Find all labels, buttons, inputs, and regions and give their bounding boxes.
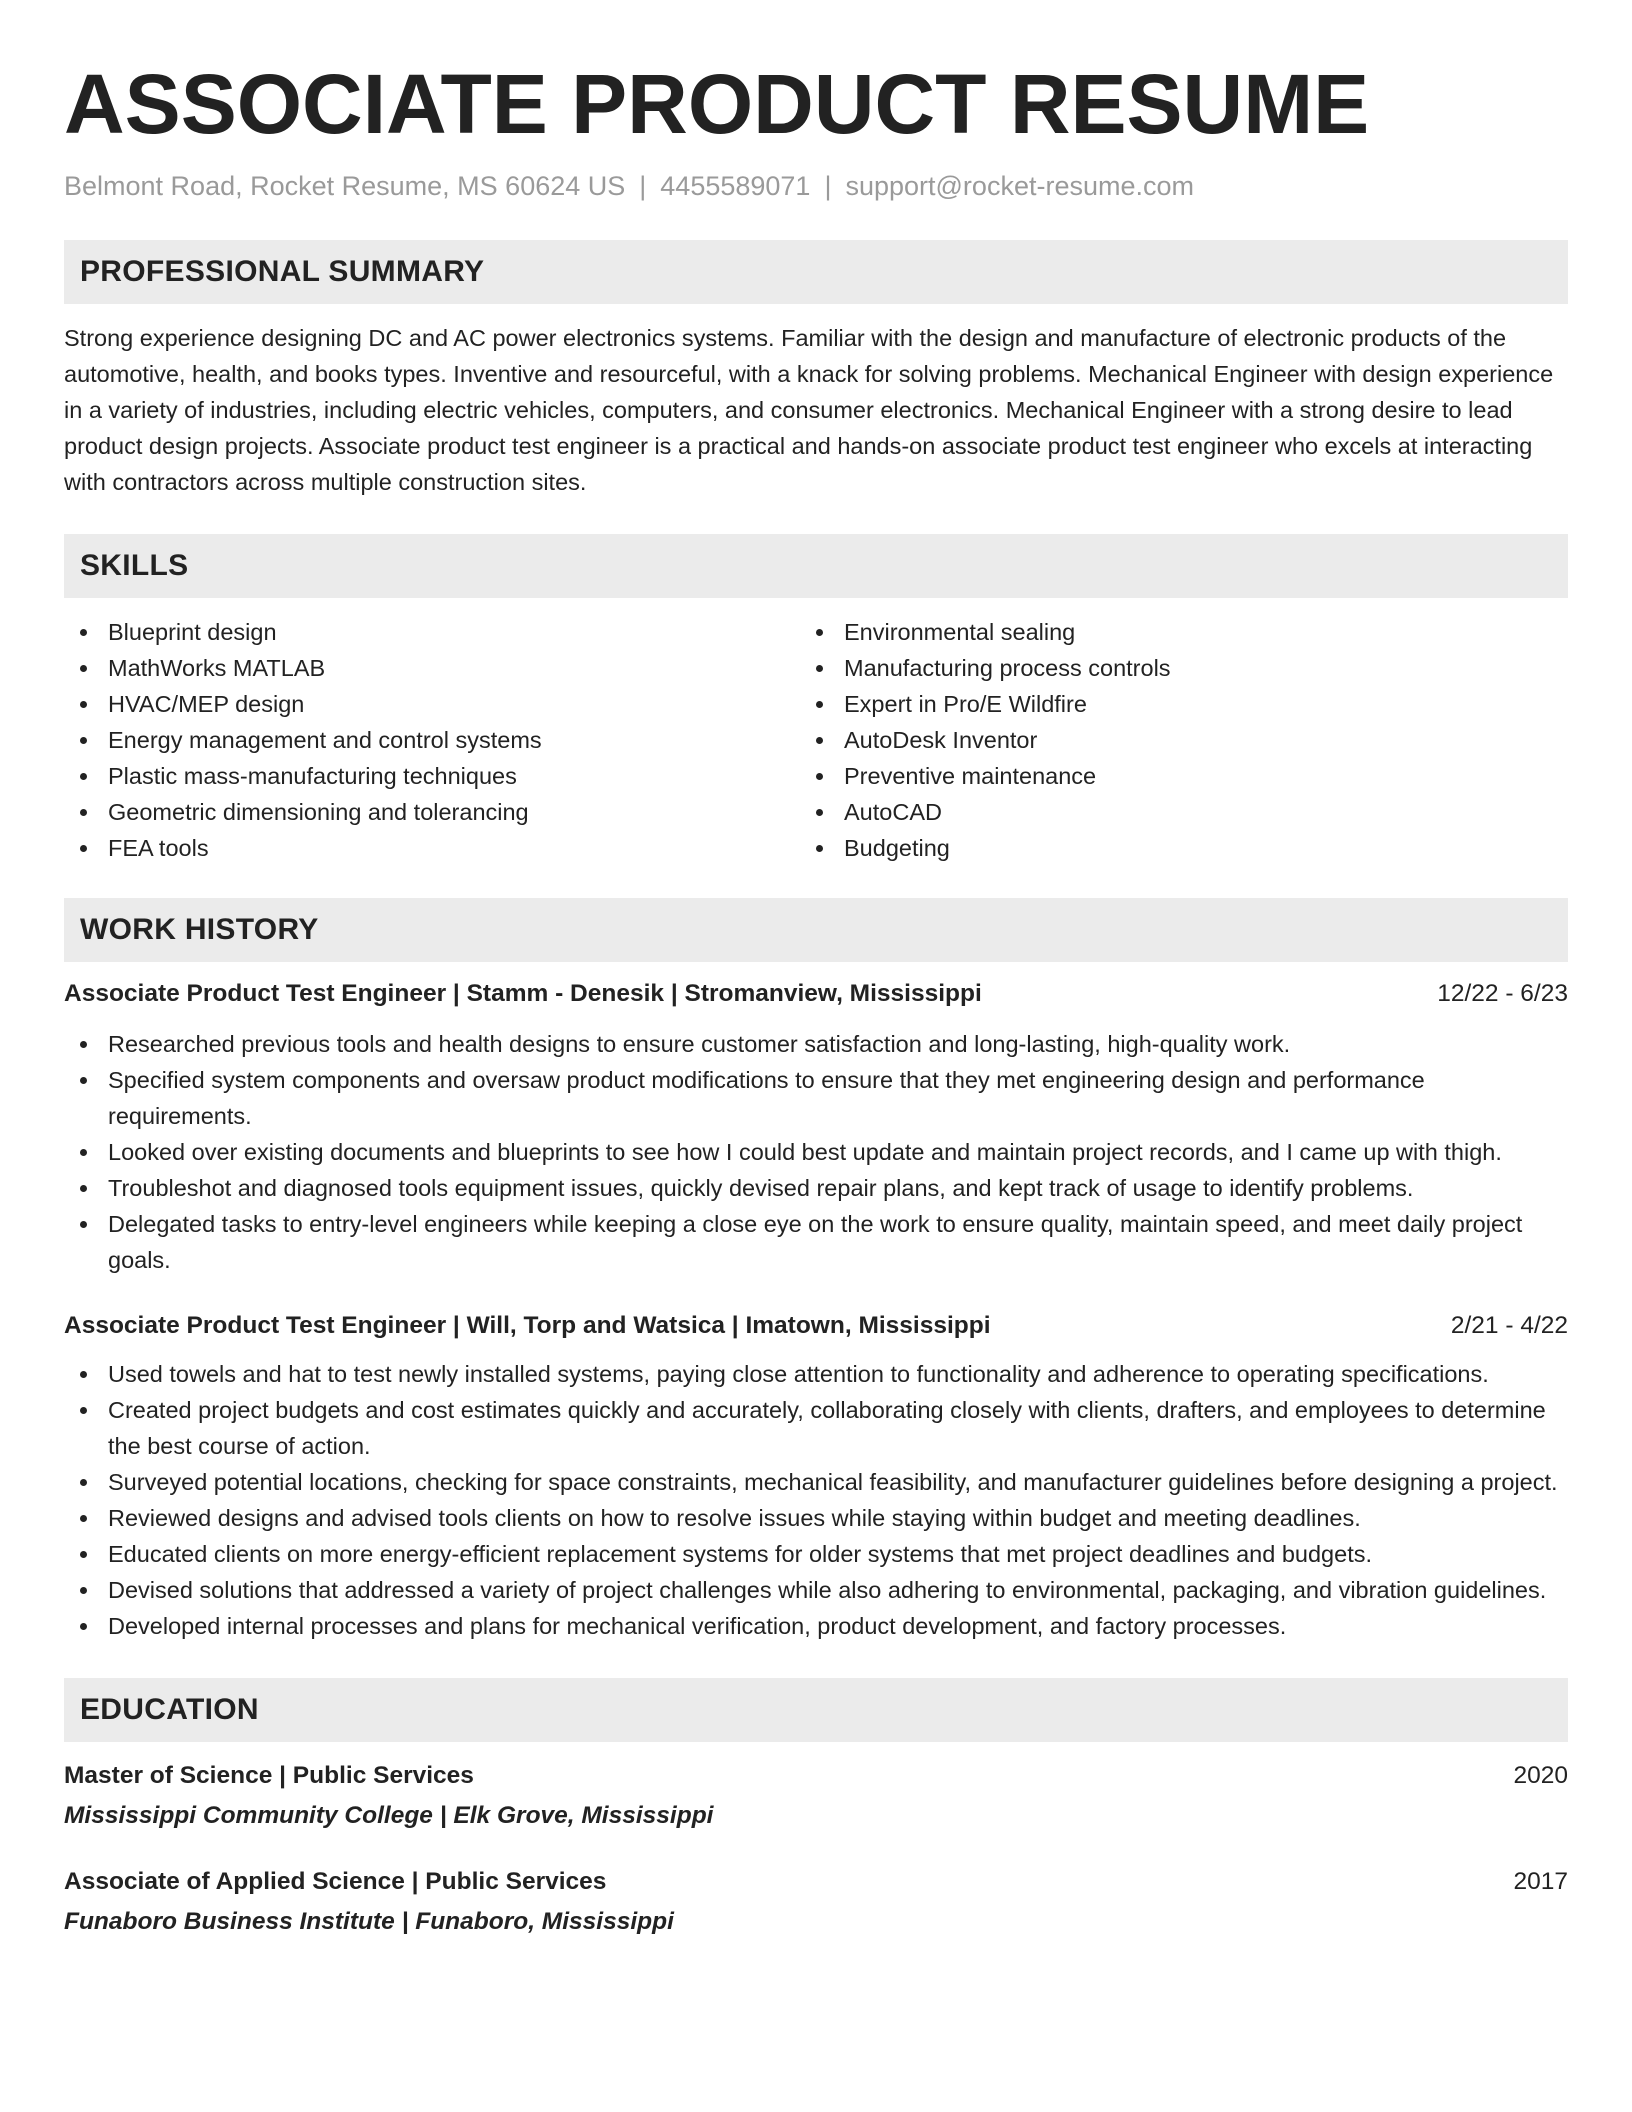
education-year: 2017 — [1513, 1868, 1568, 1895]
skill-item: Energy management and control systems — [64, 722, 816, 758]
job-bullet: Specified system components and oversaw product modifications to ensure that they met engineering design and performance requirements. — [64, 1062, 1568, 1134]
skills-list — [64, 614, 1568, 866]
education-degree: Associate of Applied Science | Public Services — [64, 1868, 607, 1895]
contact-line — [64, 170, 1568, 202]
job-bullet: Educated clients on more energy-efficient replacement systems for older systems that met project deadlines and budgets. — [64, 1536, 1568, 1572]
skill-item: Environmental sealing — [816, 614, 1568, 650]
contact-separator: | — [639, 171, 647, 201]
contact-separator: | — [824, 171, 832, 201]
contact-address: Belmont Road, Rocket Resume, MS 60624 US — [64, 171, 626, 201]
skill-item: Expert in Pro/E Wildfire — [816, 686, 1568, 722]
skill-item: MathWorks MATLAB — [64, 650, 816, 686]
job-bullet: Troubleshot and diagnosed tools equipment issues, quickly devised repair plans, and kept track of usage to identify problems. — [64, 1170, 1568, 1206]
job-dates: 12/22 - 6/23 — [1437, 980, 1568, 1007]
job-entry — [64, 1308, 1568, 1644]
skill-item: FEA tools — [64, 830, 816, 866]
job-dates: 2/21 - 4/22 — [1450, 1312, 1568, 1339]
job-bullet: Researched previous tools and health designs to ensure customer satisfaction and long-lasting, high-quality work. — [64, 1026, 1568, 1062]
job-bullet: Developed internal processes and plans for mechanical verification, product development, and factory processes. — [64, 1608, 1568, 1644]
job-title: Associate Product Test Engineer | Will, Torp and Watsica | Imatown, Mississippi — [64, 1312, 991, 1339]
job-bullet: Delegated tasks to entry-level engineers while keeping a close eye on the work to ensure quality, maintain speed, and meet daily project goals. — [64, 1206, 1568, 1278]
education-school: Mississippi Community College | Elk Grove, Mississippi — [64, 1802, 714, 1829]
job-bullet: Surveyed potential locations, checking for space constraints, mechanical feasibility, and manufacturer guidelines before designing a project. — [64, 1464, 1568, 1500]
skill-item: Blueprint design — [64, 614, 816, 650]
education-entry — [64, 1864, 1568, 1940]
skill-item: HVAC/MEP design — [64, 686, 816, 722]
job-bullet: Looked over existing documents and blueprints to see how I could best update and maintain project records, and I came up with thigh. — [64, 1134, 1568, 1170]
skills-column-right — [816, 614, 1568, 866]
work-heading: WORK HISTORY — [64, 898, 1568, 962]
skill-item: Preventive maintenance — [816, 758, 1568, 794]
job-bullets — [64, 1026, 1568, 1278]
contact-email: support@rocket-resume.com — [845, 171, 1194, 201]
job-bullet: Created project budgets and cost estimates quickly and accurately, collaborating closely with clients, drafters, and employees to determine the best course of action. — [64, 1392, 1568, 1464]
job-bullet: Reviewed designs and advised tools clients on how to resolve issues while staying within budget and meeting deadlines. — [64, 1500, 1568, 1536]
summary-heading: PROFESSIONAL SUMMARY — [64, 240, 1568, 304]
skill-item: Budgeting — [816, 830, 1568, 866]
resume-name: ASSOCIATE PRODUCT RESUME — [64, 57, 1370, 151]
job-bullet: Devised solutions that addressed a variety of project challenges while also adhering to environmental, packaging, and vibration guidelines. — [64, 1572, 1568, 1608]
skills-heading: SKILLS — [64, 534, 1568, 598]
skill-item: AutoDesk Inventor — [816, 722, 1568, 758]
summary-text: Strong experience designing DC and AC power electronics systems. Familiar with the design and manufacture of electronic products of the automotive, health, and books types. Inventive and resourceful, with a knack for solving problems. Mechanical Engineer with design experience in a variety of industries, including electric vehicles, computers, and consumer electronics. Mechanical Engineer with a strong desire to lead product design projects. Associate product test engineer is a practical and hands-on associate product test engineer who excels at interacting with contractors across multiple construction sites. — [64, 325, 1554, 495]
education-heading: EDUCATION — [64, 1678, 1568, 1742]
skills-column-left — [64, 614, 816, 866]
job-bullet: Used towels and hat to test newly installed systems, paying close attention to functionality and adherence to operating specifications. — [64, 1356, 1568, 1392]
education-entry — [64, 1758, 1568, 1834]
skill-item: Manufacturing process controls — [816, 650, 1568, 686]
education-degree: Master of Science | Public Services — [64, 1762, 474, 1789]
job-title: Associate Product Test Engineer | Stamm - Denesik | Stromanview, Mississippi — [64, 980, 982, 1007]
education-school: Funaboro Business Institute | Funaboro, Mississippi — [64, 1908, 674, 1935]
job-bullets — [64, 1356, 1568, 1644]
education-year: 2020 — [1513, 1762, 1568, 1789]
skill-item: AutoCAD — [816, 794, 1568, 830]
skill-item: Plastic mass-manufacturing techniques — [64, 758, 816, 794]
contact-phone: 4455589071 — [660, 171, 811, 201]
skill-item: Geometric dimensioning and tolerancing — [64, 794, 816, 830]
job-entry — [64, 976, 1568, 1278]
